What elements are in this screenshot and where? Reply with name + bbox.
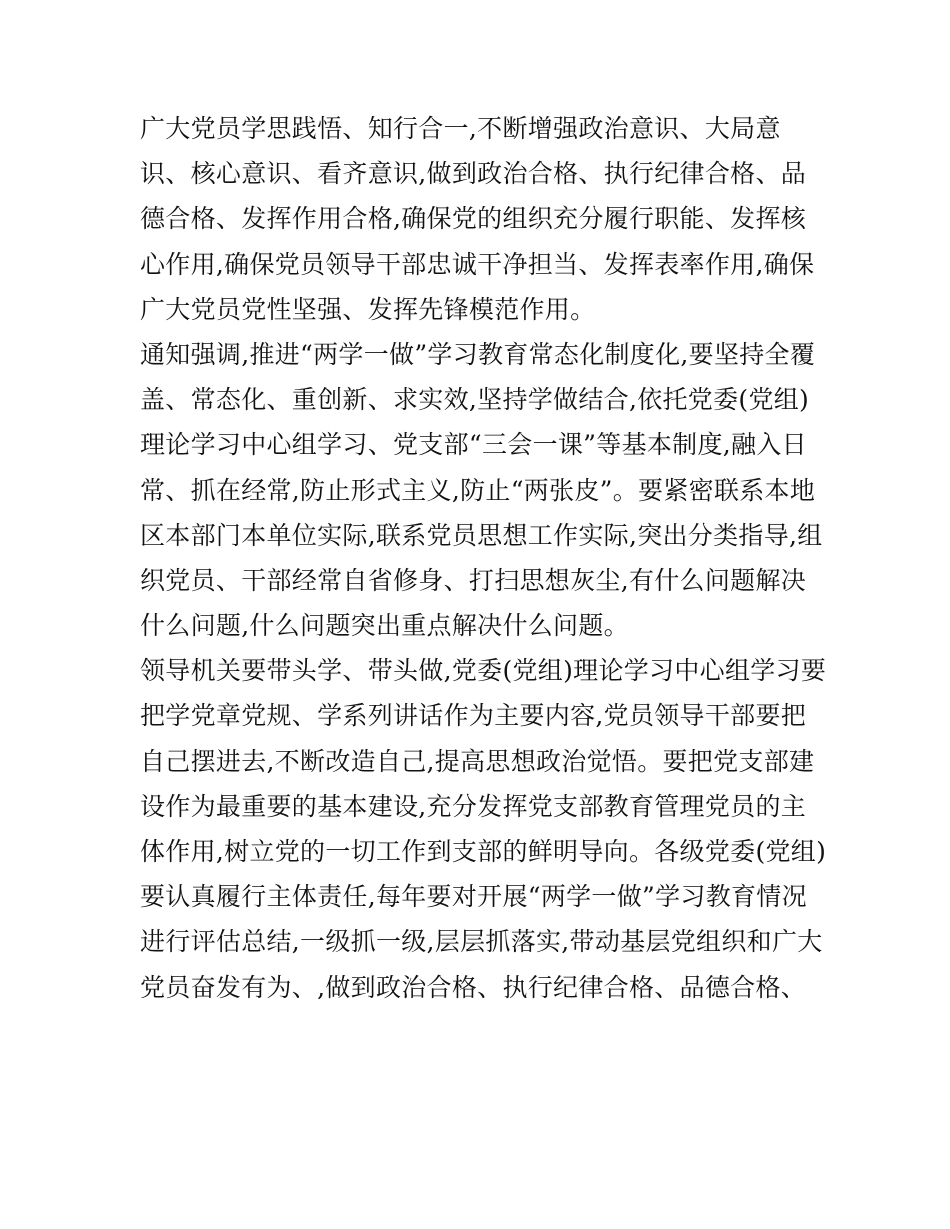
text-line: 什么问题,什么问题突出重点解决什么问题。	[140, 611, 629, 641]
text-line: 进行评估总结,一级抓一级,层层抓落实,带动基层党组织和广大	[140, 927, 823, 957]
text-line: 领导机关要带头学、带头做,党委(党组)理论学习中心组学习要	[140, 656, 827, 686]
text-line: 体作用,树立党的一切工作到支部的鲜明导向。各级党委(党组)	[140, 837, 827, 866]
text-line: 区本部门本单位实际,联系党员思想工作实际,突出分类指导,组	[140, 520, 823, 550]
text-line: 常、抓在经常,防止形式主义,防止“两张皮”。要紧密联系本地	[140, 475, 816, 505]
text-line: 德合格、发挥作用合格,确保党的组织充分履行职能、发挥核	[140, 204, 807, 234]
document-body	[140, 106, 827, 1010]
text-line: 理论学习中心组学习、党支部“三会一课”等基本制度,融入日	[140, 430, 807, 460]
text-line: 织党员、干部经常自省修身、打扫思想灰尘,有什么问题解决	[140, 565, 807, 595]
text-line: 盖、常态化、重创新、求实效,坚持学做结合,依托党委(党组)	[140, 385, 810, 415]
text-line: 识、核心意识、看齐意识,做到政治合格、执行纪律合格、品	[140, 159, 807, 189]
text-line: 党员奋发有为、,做到政治合格、执行纪律合格、品德合格、	[140, 972, 807, 1002]
text-line: 心作用,确保党员领导干部忠诚干净担当、发挥表率作用,确保	[140, 249, 815, 279]
text-line: 把学党章党规、学系列讲话作为主要内容,党员领导干部要把	[140, 701, 807, 731]
text-line: 广大党员学思践悟、知行合一,不断增强政治意识、大局意	[140, 114, 781, 143]
text-line: 设作为最重要的基本建设,充分发挥党支部教育管理党员的主	[140, 791, 807, 821]
text-line: 通知强调,推进“两学一做”学习教育常态化制度化,要坚持全覆	[140, 339, 816, 369]
text-line: 要认真履行主体责任,每年要对开展“两学一做”学习教育情况	[140, 882, 807, 912]
text-line: 自己摆进去,不断改造自己,提高思想政治觉悟。要把党支部建	[140, 746, 815, 776]
text-line: 广大党员党性坚强、发挥先锋模范作用。	[140, 294, 596, 324]
